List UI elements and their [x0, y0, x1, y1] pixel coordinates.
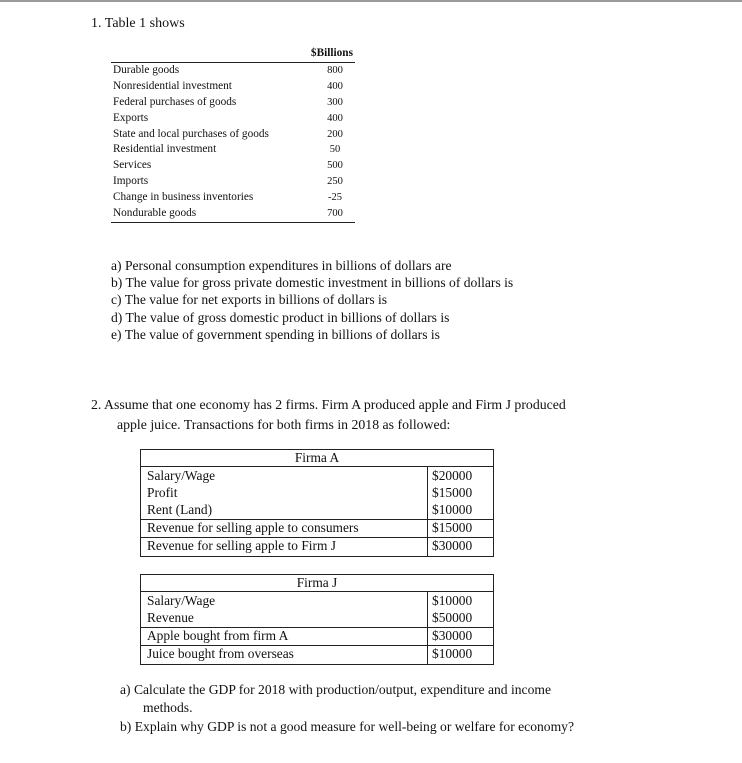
firm-j-row-label: Salary/Wage [147, 593, 216, 608]
firm-a-row-label: Rent (Land) [147, 502, 213, 517]
table-row [111, 190, 355, 206]
firm-a-table [140, 449, 494, 557]
firm-j-row-value: $10000 [432, 646, 473, 661]
row-value: 400 [327, 80, 343, 92]
firm-j-row-label: Apple bought from firm A [147, 628, 289, 643]
row-value: 50 [329, 144, 341, 156]
row-label: Change in business inventories [113, 191, 254, 204]
firm-j-row-value: $10000 [432, 593, 473, 608]
row-value: 500 [327, 160, 343, 172]
firm-j-table [140, 574, 494, 665]
row-label: Nonresidential investment [113, 79, 232, 92]
question-2-intro-line-2: apple juice. Transactions for both firms in 2018 as followed: [117, 417, 451, 432]
row-label: Imports [113, 175, 149, 188]
row-label: Federal purchases of goods [113, 95, 237, 108]
firm-j-row-label: Revenue [147, 610, 194, 625]
row-value: 700 [327, 208, 343, 220]
row-value: 400 [327, 112, 343, 124]
table-row [111, 63, 355, 79]
row-label: Exports [113, 111, 149, 124]
question-1e: e) The value of government spending in billions of dollars is [111, 327, 440, 342]
row-value: 800 [327, 65, 343, 76]
firm-j-row-label: Juice bought from overseas [147, 646, 294, 661]
header-divider [141, 591, 493, 592]
firm-a-row-value: $15000 [432, 520, 473, 535]
question-1-title: 1. Table 1 shows [91, 16, 185, 31]
firm-a-row-label: Revenue for selling apple to consumers [147, 520, 359, 535]
row-value: 300 [327, 96, 343, 108]
table-row [111, 111, 355, 127]
table-1-header [111, 46, 355, 63]
table-1-bottom-rule [111, 222, 355, 223]
question-1b: b) The value for gross private domestic investment in billions of dollars is [111, 275, 514, 290]
firm-a-row-value: $10000 [432, 502, 473, 517]
firm-a-row-value: $15000 [432, 485, 473, 500]
question-1c: c) The value for net exports in billions of dollars is [111, 292, 388, 307]
question-1d: d) The value of gross domestic product in billions of dollars is [111, 310, 450, 325]
question-1a: a) Personal consumption expenditures in billions of dollars are [111, 258, 452, 273]
row-value: -25 [328, 192, 342, 204]
billions-column-header: $Billions [310, 47, 353, 59]
row-value: 250 [327, 176, 343, 188]
firm-a-row-value: $30000 [432, 538, 473, 553]
table-row [111, 142, 355, 158]
table-row [111, 79, 355, 95]
firm-j-title: Firma J [296, 575, 338, 590]
question-2b: b) Explain why GDP is not a good measure for well-being or welfare for economy? [120, 719, 574, 734]
question-2a-line-1: a) Calculate the GDP for 2018 with production/output, expenditure and income [120, 682, 551, 697]
question-2a-line-2: methods. [143, 700, 193, 715]
header-divider [141, 466, 493, 467]
table-row [111, 206, 355, 222]
firm-a-row-label: Profit [147, 485, 178, 500]
row-label: Durable goods [113, 64, 180, 76]
firm-a-row-value: $20000 [432, 468, 473, 483]
row-label: State and local purchases of goods [113, 127, 269, 140]
firm-j-row-value: $50000 [432, 610, 473, 625]
question-2-intro-line-1: 2. Assume that one economy has 2 firms. Firm A produced apple and Firm J produced [91, 397, 566, 412]
table-1 [111, 46, 355, 223]
page-top-border [0, 0, 742, 2]
table-row [111, 127, 355, 143]
table-row [111, 95, 355, 111]
firm-a-title: Firma A [294, 450, 340, 465]
firm-a-row-label: Revenue for selling apple to Firm J [147, 538, 336, 553]
row-value: 200 [327, 128, 343, 140]
table-row [111, 158, 355, 174]
firm-a-row-label: Salary/Wage [147, 468, 216, 483]
row-label: Residential investment [113, 143, 217, 156]
row-label: Nondurable goods [113, 207, 197, 220]
table-row [111, 174, 355, 190]
row-label: Services [113, 159, 152, 172]
firm-j-row-value: $30000 [432, 628, 473, 643]
